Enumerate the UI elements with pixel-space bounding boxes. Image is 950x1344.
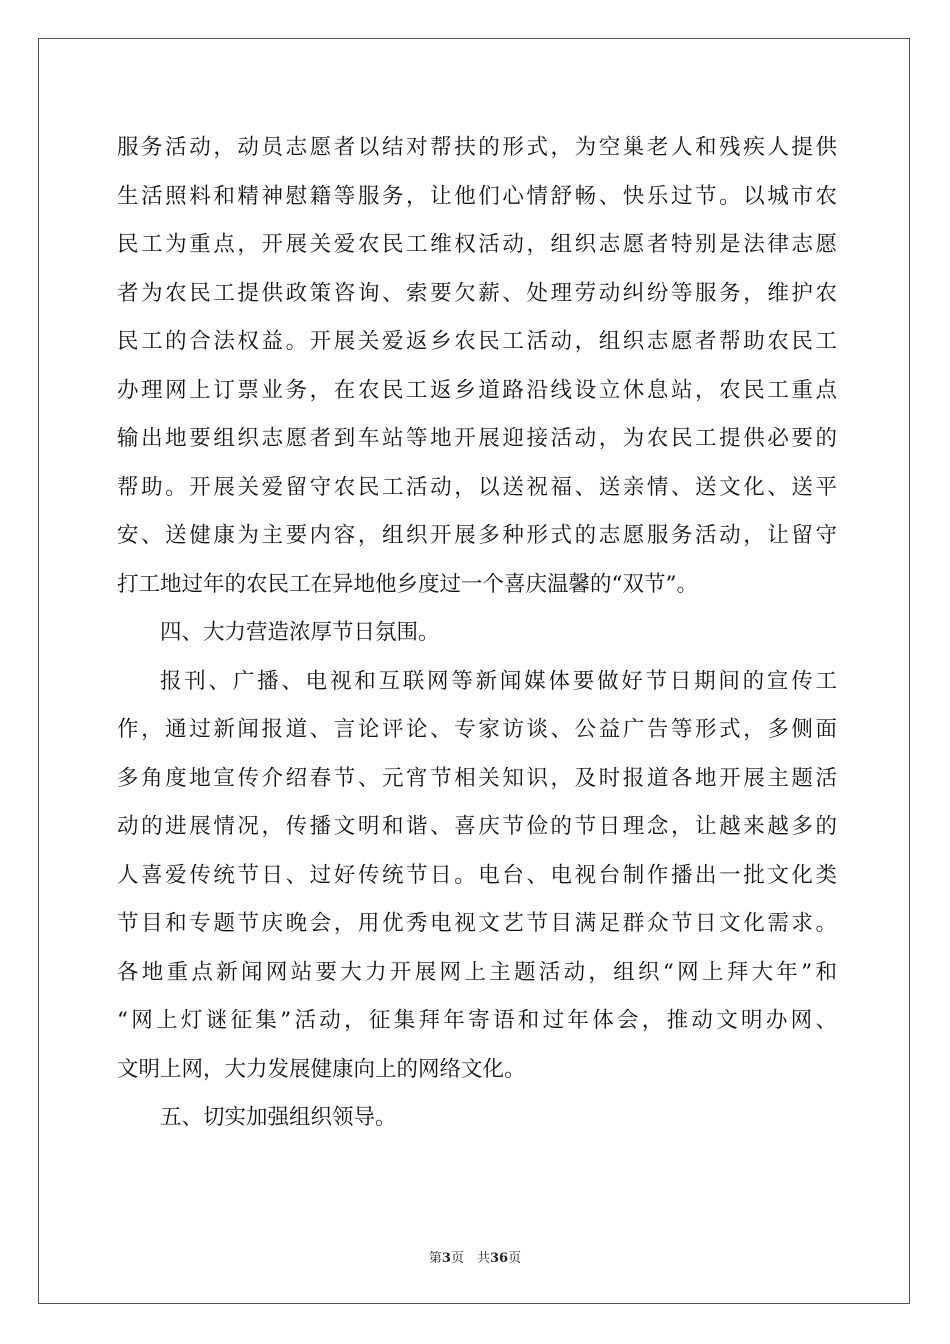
paragraph-line: 人喜爱传统节日、过好传统节日。电台、电视台制作播出一批文化类 bbox=[117, 862, 837, 888]
footer-prefix: 第 bbox=[428, 1251, 442, 1266]
section-heading: 五、切实加强组织领导。 bbox=[160, 1105, 397, 1130]
footer-mid: 页 共 bbox=[450, 1251, 490, 1266]
document-body bbox=[117, 124, 837, 1143]
paragraph-line: 民工为重点，开展关爱农民工维权活动，组织志愿者特别是法律志愿 bbox=[117, 232, 837, 257]
paragraph-line: 各地重点新闻网站要大力开展网上主题活动，组织“网上拜大年”和 bbox=[117, 959, 837, 985]
paragraph-line: 多角度地宣传介绍春节、元宵节相关知识，及时报道各地开展主题活 bbox=[117, 765, 837, 791]
paragraph-line: 民工的合法权益。开展关爱返乡农民工活动，组织志愿者帮助农民工 bbox=[117, 329, 837, 354]
paragraph-line: 安、送健康为主要内容，组织开展多种形式的志愿服务活动，让留守 bbox=[117, 523, 837, 548]
paragraph-line: 生活照料和精神慰籍等服务，让他们心情舒畅、快乐过节。以城市农 bbox=[117, 183, 837, 209]
paragraph-line: 服务活动，动员志愿者以结对帮扶的形式，为空巢老人和残疾人提供 bbox=[117, 135, 837, 160]
paragraph-line: 作，通过新闻报道、言论评论、专家访谈、公益广告等形式，多侧面 bbox=[117, 717, 837, 742]
section-heading: 四、大力营造浓厚节日氛围。 bbox=[160, 620, 440, 645]
paragraph-line: 报刊、广播、电视和互联网等新闻媒体要做好节日期间的宣传工 bbox=[160, 668, 837, 694]
footer-suffix: 页 bbox=[508, 1251, 522, 1266]
paragraph-line: 帮助。开展关爱留守农民工活动，以送祝福、送亲情、送文化、送平 bbox=[117, 474, 837, 500]
paragraph-line: 打工地过年的农民工在异地他乡度过一个喜庆温馨的“双节”。 bbox=[117, 571, 698, 597]
paragraph-line: 节目和专题节庆晚会，用优秀电视文艺节目满足群众节日文化需求。 bbox=[117, 911, 837, 936]
paragraph-line: 动的进展情况，传播文明和谐、喜庆节俭的节日理念，让越来越多的 bbox=[117, 814, 837, 839]
footer-total-pages: 36 bbox=[489, 1251, 509, 1266]
footer-page-number: 3 bbox=[441, 1251, 451, 1266]
paragraph-line: “网上灯谜征集”活动，征集拜年寄语和过年体会，推动文明办网、 bbox=[117, 1008, 837, 1033]
paragraph-line: 输出地要组织志愿者到车站等地开展迎接活动，为农民工提供必要的 bbox=[117, 426, 837, 451]
page-footer bbox=[0, 1247, 950, 1266]
paragraph-line: 者为农民工提供政策咨询、索要欠薪、处理劳动纠纷等服务，维护农 bbox=[117, 280, 837, 306]
paragraph-line: 办理网上订票业务，在农民工返乡道路沿线设立休息站，农民工重点 bbox=[117, 377, 837, 403]
paragraph-line: 文明上网，大力发展健康向上的网络文化。 bbox=[117, 1056, 526, 1082]
